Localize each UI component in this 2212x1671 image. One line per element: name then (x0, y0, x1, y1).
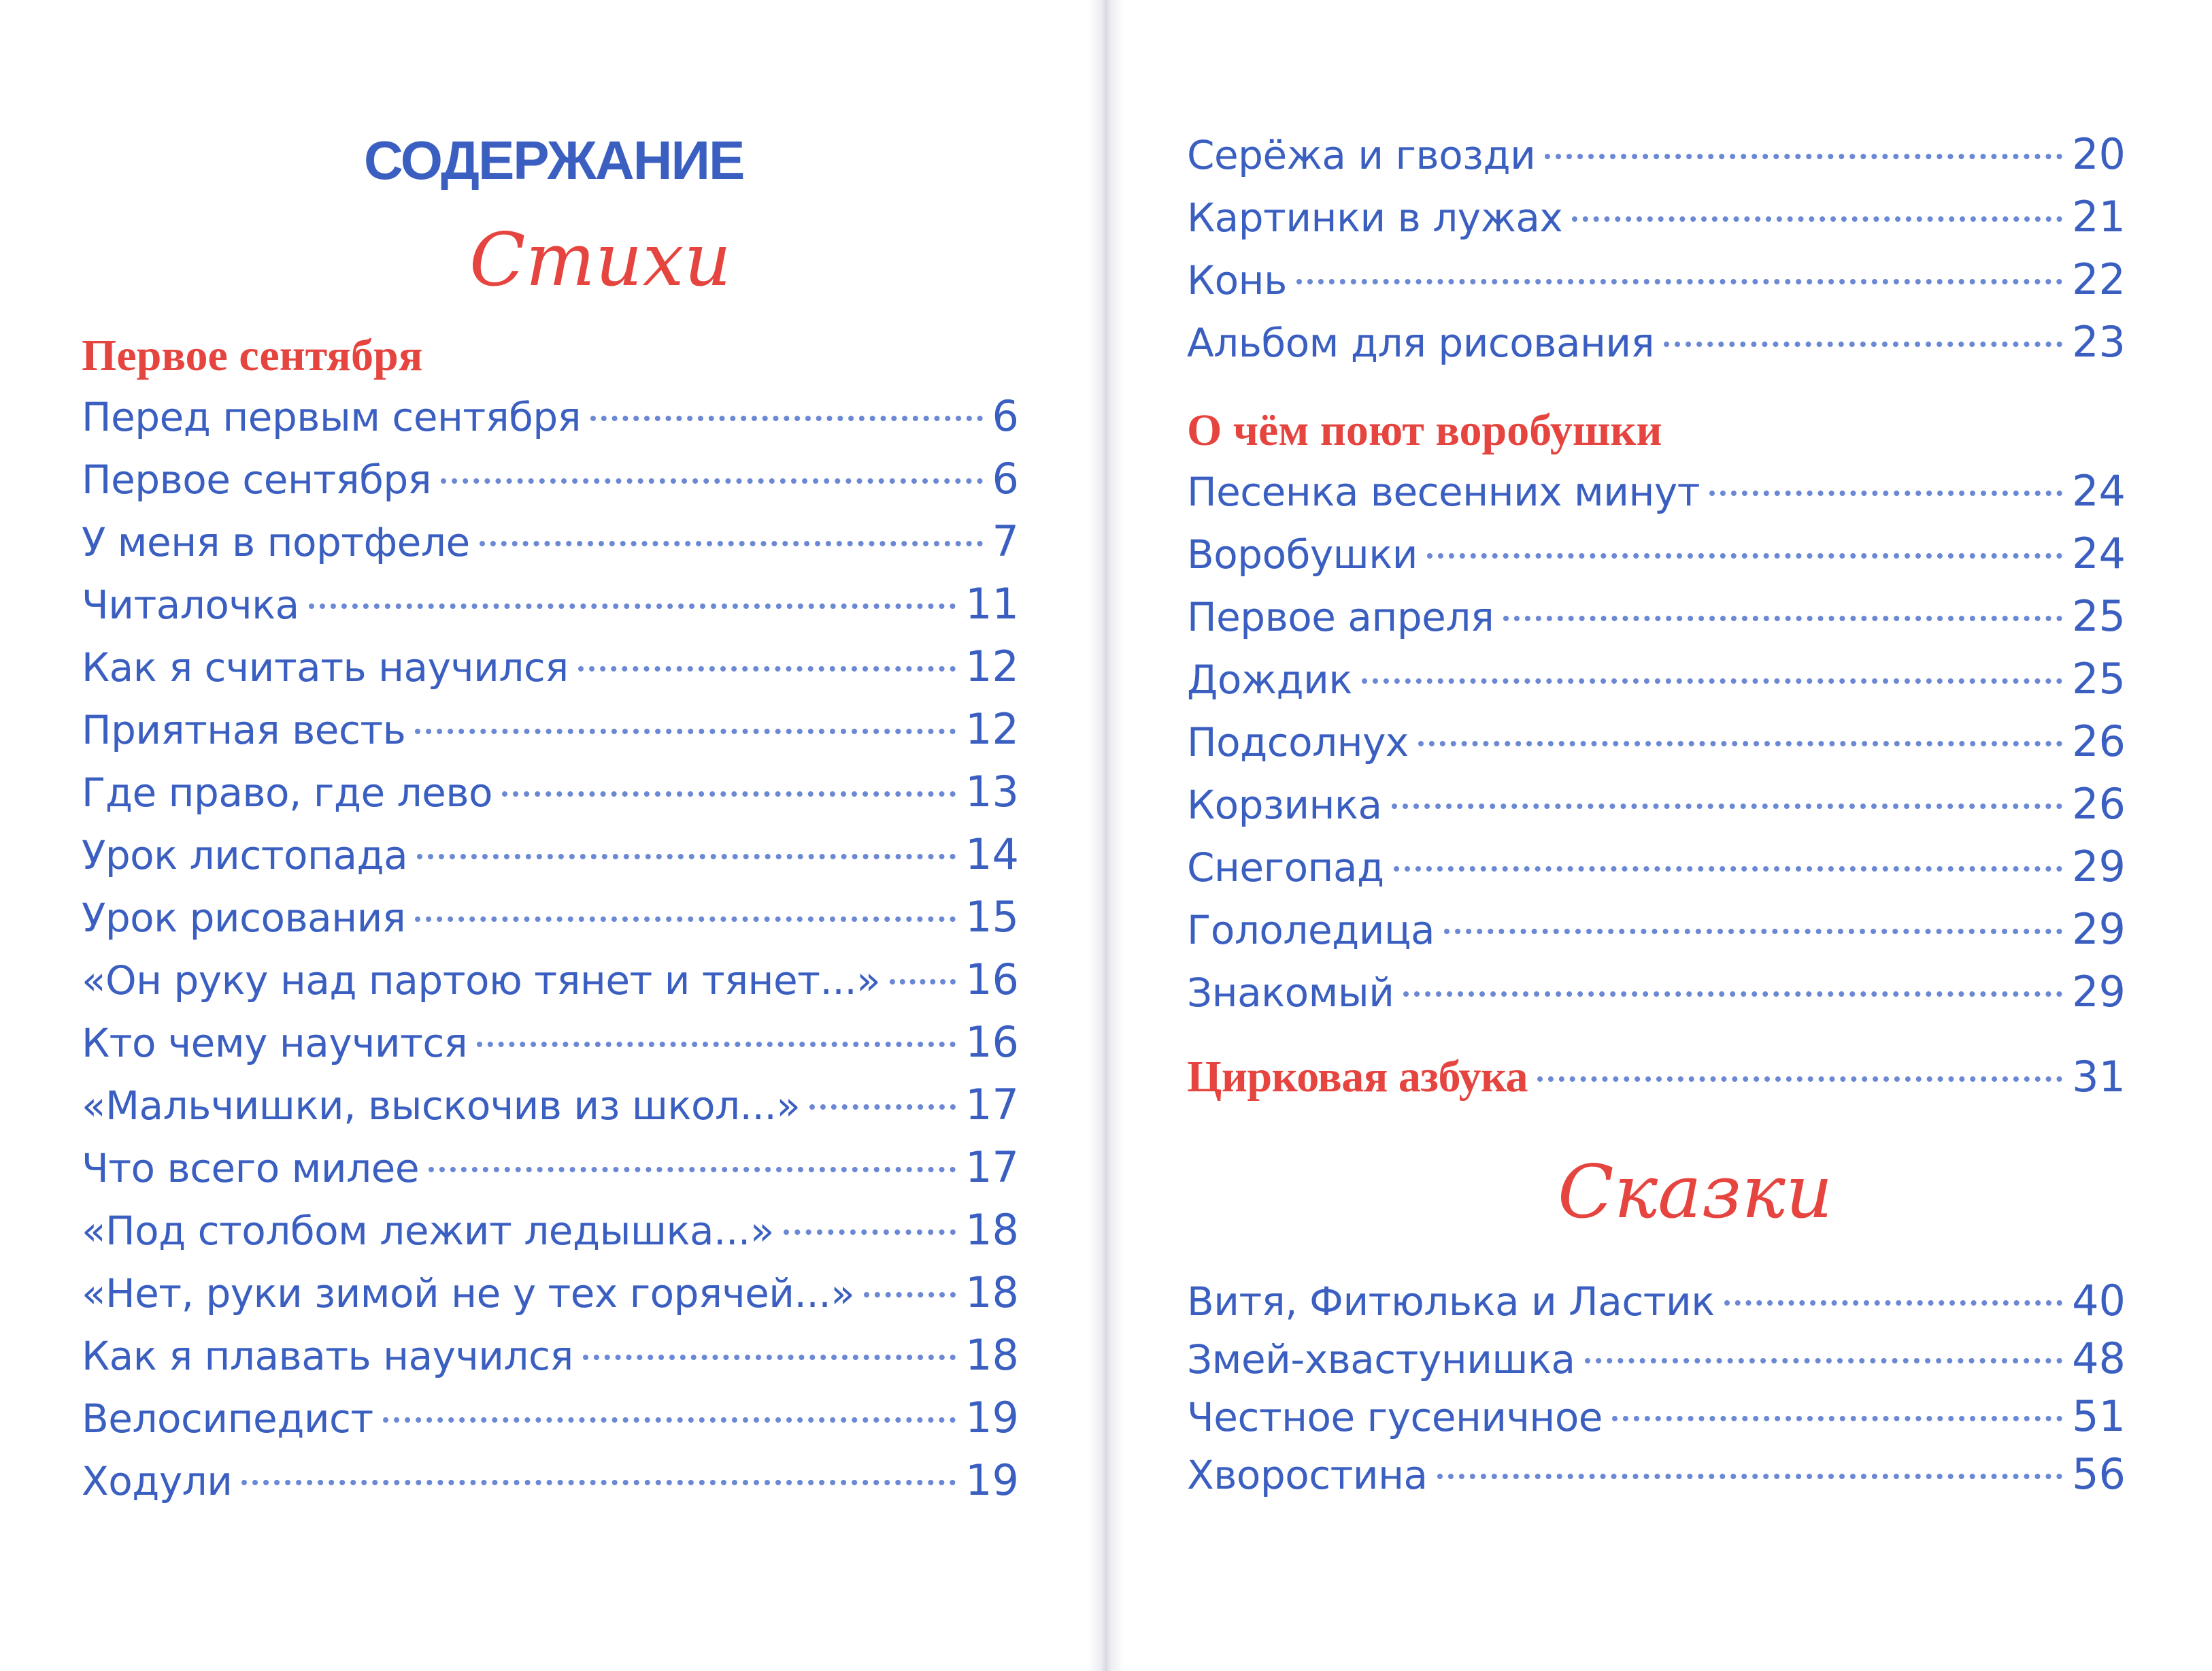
entry-page: 13 (965, 767, 1019, 816)
toc-entry[interactable] (82, 1205, 1019, 1268)
toc-entry[interactable] (1187, 1334, 2126, 1396)
toc-entry[interactable] (1187, 1276, 2126, 1338)
entry-page: 17 (965, 1080, 1019, 1129)
entry-page: 18 (965, 1268, 1019, 1317)
dot-leader (1392, 804, 2063, 809)
dot-leader (1572, 216, 2062, 222)
toc-entry[interactable] (1187, 904, 2126, 967)
dot-leader (429, 1167, 956, 1172)
dot-leader (241, 1480, 956, 1485)
entry-title: Песенка весенних минут (1187, 469, 1700, 515)
dot-leader (1612, 1416, 2062, 1421)
toc-entry[interactable] (82, 642, 1019, 704)
toc-entry[interactable] (82, 1017, 1019, 1080)
dot-leader (1585, 1358, 2063, 1363)
entry-title: Честное гусеничное (1187, 1394, 1603, 1440)
entry-title: Велосипедист (82, 1395, 373, 1442)
dot-leader (1709, 491, 2062, 496)
entry-title: Знакомый (1187, 970, 1394, 1016)
entry-title: Как я считать научился (82, 644, 569, 691)
dot-leader (578, 666, 956, 672)
entry-title: Гололедица (1187, 907, 1435, 953)
entry-page: 25 (2072, 591, 2126, 641)
entry-page: 16 (965, 955, 1019, 1004)
dot-leader (784, 1229, 956, 1235)
entry-page: 19 (965, 1393, 1019, 1442)
entry-page: 20 (2072, 129, 2126, 179)
entry-page: 24 (2072, 466, 2126, 516)
entry-title: «Мальчишки, выскочив из школ...» (82, 1082, 801, 1129)
toc-entry[interactable] (1187, 967, 2126, 1029)
toc-entry-circus[interactable] (1187, 1051, 2126, 1114)
toc-entry[interactable] (82, 1330, 1019, 1393)
toc-entry[interactable] (1187, 254, 2126, 317)
dot-leader (890, 979, 956, 985)
dot-leader (590, 416, 982, 421)
entry-title: Корзинка (1187, 782, 1382, 828)
entry-title: Урок рисования (82, 895, 406, 941)
entry-page: 29 (2072, 904, 2126, 954)
toc-entry[interactable] (82, 391, 1019, 454)
entry-title: Ходули (82, 1458, 233, 1504)
entry-page: 40 (2072, 1276, 2126, 1325)
entry-page: 51 (2072, 1391, 2126, 1441)
toc-entry[interactable] (1187, 842, 2126, 904)
entry-title: Как я плавать научился (82, 1333, 573, 1379)
dot-leader (441, 478, 983, 484)
dot-leader (1444, 929, 2062, 934)
toc-entry[interactable] (1187, 1449, 2126, 1512)
dot-leader (417, 854, 956, 859)
entry-page: 17 (965, 1142, 1019, 1192)
toc-entry[interactable] (1187, 192, 2126, 254)
entry-page: 56 (2072, 1449, 2126, 1499)
dot-leader (1724, 1300, 2062, 1306)
toc-entry[interactable] (82, 704, 1019, 767)
entry-title: Первое сентября (82, 457, 432, 503)
dot-leader (309, 603, 956, 609)
dot-leader (480, 541, 983, 546)
entry-page: 25 (2072, 654, 2126, 704)
entry-title: Витя, Фитюлька и Ластик (1187, 1278, 1715, 1325)
entry-page: 24 (2072, 529, 2126, 578)
entry-page: 7 (992, 516, 1019, 566)
entry-page: 11 (965, 579, 1019, 629)
entry-title: Змей-хвастунишка (1187, 1336, 1575, 1383)
entry-title: Воробушки (1187, 531, 1418, 578)
dot-leader (415, 729, 956, 734)
dot-leader (1537, 1076, 2062, 1082)
entry-title: «Нет, руки зимой не у тех горячей...» (82, 1270, 855, 1317)
dot-leader (502, 791, 956, 797)
entry-page: 21 (2072, 192, 2126, 242)
dot-leader (1437, 1474, 2063, 1479)
entry-page: 31 (2072, 1052, 2126, 1102)
entry-title: Урок листопада (82, 832, 408, 878)
book-gutter (1088, 0, 1124, 1671)
dot-leader (1394, 866, 2062, 872)
entry-title: Читалочка (82, 582, 299, 628)
dot-leader (583, 1355, 956, 1360)
entry-title: Подсолнух (1187, 719, 1409, 765)
entry-title: Снегопад (1187, 844, 1384, 891)
toc-entry[interactable] (82, 892, 1019, 955)
toc-entry[interactable] (1187, 716, 2126, 779)
toc-entry[interactable] (1187, 779, 2126, 842)
entry-title: Хворостина (1187, 1452, 1428, 1498)
entry-page: 26 (2072, 779, 2126, 829)
left-page (0, 0, 1088, 1671)
entry-title: Кто чему научится (82, 1020, 468, 1066)
tales-heading: Сказки (1558, 1150, 1833, 1235)
dot-leader (1664, 342, 2062, 347)
dot-leader (415, 916, 956, 922)
dot-leader (809, 1104, 956, 1110)
entry-page: 48 (2072, 1334, 2126, 1383)
section-title-sparrows: О чём поют воробушки (1187, 406, 1662, 455)
entry-title: Где право, где лево (82, 770, 493, 816)
toc-entry[interactable] (82, 955, 1019, 1017)
entry-page: 29 (2072, 842, 2126, 891)
entry-page: 6 (992, 391, 1019, 441)
entry-title: Цирковая азбука (1187, 1052, 1528, 1102)
entry-page: 15 (965, 892, 1019, 942)
dot-leader (1545, 154, 2062, 159)
toc-entry[interactable] (82, 1393, 1019, 1455)
toc-entry[interactable] (82, 516, 1019, 579)
toc-entry[interactable] (82, 1142, 1019, 1205)
entry-page: 6 (992, 454, 1019, 503)
entry-title: Дождик (1187, 657, 1352, 703)
entry-title: Первое апреля (1187, 594, 1494, 640)
dot-leader (1362, 678, 2062, 684)
entry-page: 22 (2072, 254, 2126, 304)
toc-entry[interactable] (82, 454, 1019, 516)
entry-title: «Под столбом лежит ледышка...» (82, 1208, 774, 1254)
toc-entry[interactable] (82, 1268, 1019, 1330)
dot-leader (1427, 553, 2062, 559)
entry-title: Перед первым сентября (82, 394, 582, 440)
dot-leader (864, 1292, 956, 1297)
entry-page: 12 (965, 642, 1019, 691)
toc-entry[interactable] (1187, 466, 2126, 529)
entry-page: 26 (2072, 716, 2126, 766)
entry-page: 12 (965, 704, 1019, 754)
entry-page: 16 (965, 1017, 1019, 1067)
entry-page: 18 (965, 1330, 1019, 1380)
section-title-first-september: Первое сентября (82, 331, 423, 380)
toc-entry[interactable] (82, 767, 1019, 829)
toc-entry[interactable] (82, 1455, 1019, 1518)
entry-title: Серёжа и гвозди (1187, 132, 1536, 178)
entry-title: Картинки в лужах (1187, 195, 1563, 241)
dot-leader (1503, 616, 2062, 621)
toc-entry[interactable] (1187, 529, 2126, 591)
dot-leader (1296, 279, 2062, 284)
dot-leader (477, 1042, 956, 1047)
entry-title: Альбом для рисования (1187, 320, 1654, 366)
entry-title: Приятная весть (82, 707, 406, 753)
entry-title: Конь (1187, 257, 1287, 303)
poems-heading: Стихи (469, 218, 732, 303)
toc-entry[interactable] (82, 829, 1019, 892)
entry-page: 23 (2072, 317, 2126, 367)
entry-page: 18 (965, 1205, 1019, 1255)
toc-entry[interactable] (82, 579, 1019, 642)
entry-page: 19 (965, 1455, 1019, 1505)
entry-page: 29 (2072, 967, 2126, 1016)
toc-entry[interactable] (82, 1080, 1019, 1142)
toc-entry[interactable] (1187, 317, 2126, 380)
toc-entry[interactable] (1187, 1391, 2126, 1454)
dot-leader (383, 1417, 956, 1423)
page-title: СОДЕРЖАНИЕ (364, 130, 744, 191)
entry-title: «Он руку над партою тянет и тянет...» (82, 957, 881, 1004)
dot-leader (1403, 991, 2062, 997)
entry-title: Что всего милее (82, 1145, 420, 1191)
toc-entry[interactable] (1187, 654, 2126, 716)
toc-entry[interactable] (1187, 129, 2126, 192)
entry-title: У меня в портфеле (82, 519, 470, 565)
toc-entry[interactable] (1187, 591, 2126, 654)
dot-leader (1418, 741, 2062, 746)
entry-page: 14 (965, 829, 1019, 879)
